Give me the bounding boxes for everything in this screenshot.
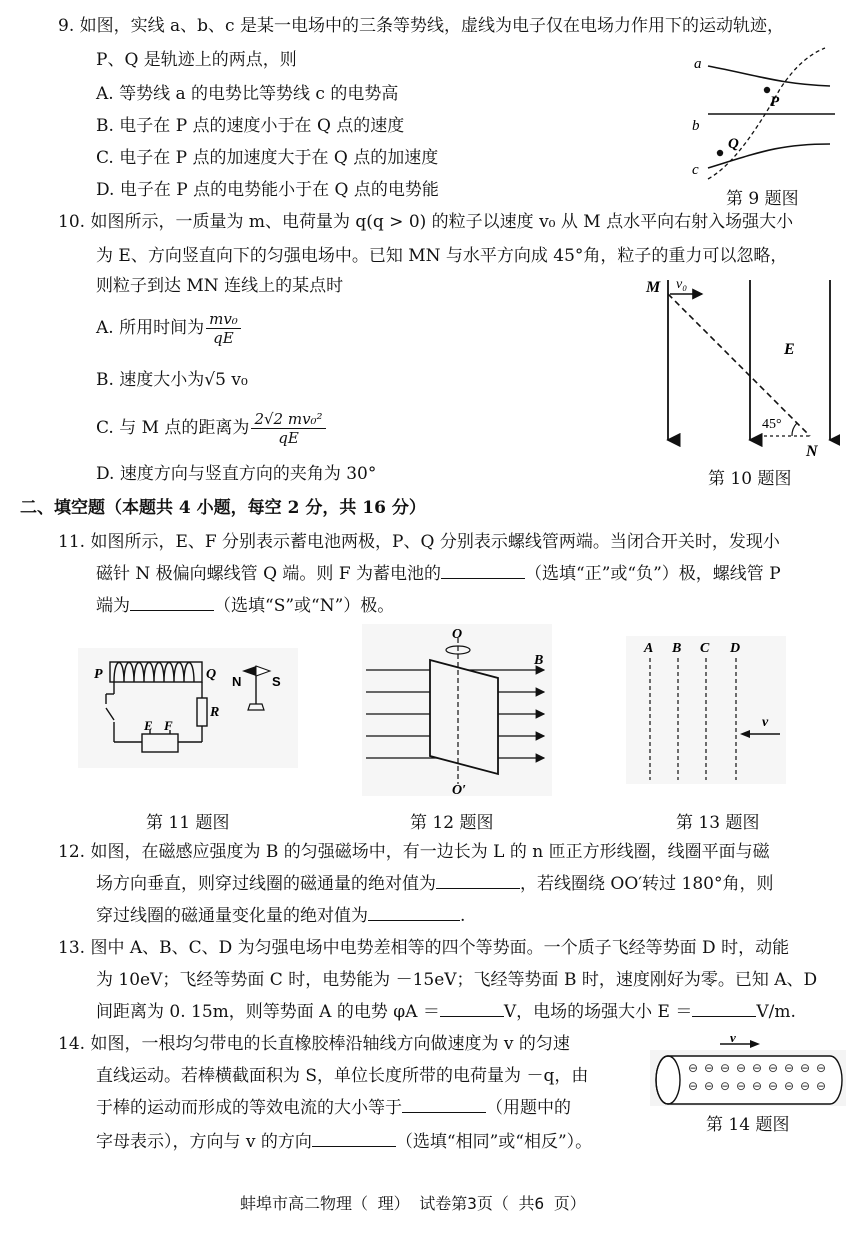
q10-option-a [96,310,243,347]
q9-option-c: C. 电子在 P 点的加速度大于在 Q 点的加速度 [96,148,439,168]
page-footer: 蚌埠市高二物理（ 理） 试卷第3页（ 共6 页） [240,1194,586,1213]
section-2-heading: 二、填空题（本题共 4 小题，每空 2 分，共 16 分） [20,498,426,518]
q9-figure [680,44,840,184]
q11-label-n: N [232,674,242,689]
q14-charge-symbol: ⊖ [720,1061,731,1075]
q10-stem-line1: 10. 如图所示，一质量为 m、电荷量为 q(q > 0) 的粒子以速度 v₀ 从 M 点水平向右射入场强大小 [58,212,794,232]
q14-charge-symbol: ⊖ [752,1079,763,1093]
q10-option-a-numerator: mv₀ [206,310,241,329]
q12-label-o-prime: O′ [452,783,467,796]
q11-line3-text-a: 端为 [96,596,130,616]
q14-line3 [96,1098,571,1118]
q13-line1: 13. 图中 A、B、C、D 为匀强电场中电势差相等的四个等势面。一个质子飞经等势面 D 时，动能 [58,938,790,958]
q14-line4-text-a: 字母表示），方向与 v 的方向 [96,1132,312,1152]
q14-charge-symbol: ⊖ [736,1079,747,1093]
q11-line2-text-a: 磁针 N 极偏向螺线管 Q 端。则 F 为蓄电池的 [96,564,442,584]
q14-answer-blank-1[interactable] [402,1098,486,1113]
q12-answer-blank-1[interactable] [436,874,520,889]
q13-figure [626,636,786,784]
q13-figure-caption: 第 13 题图 [676,813,760,833]
q14-charge-symbol: ⊖ [800,1079,811,1093]
q9-option-b: B. 电子在 P 点的速度小于在 Q 点的速度 [96,116,405,136]
q14-line4-text-b: （选填“相同”或“相反”）。 [395,1132,593,1152]
q13-label-c: C [700,641,710,656]
q12-answer-blank-2[interactable] [368,906,460,921]
q14-charge-symbol: ⊖ [752,1061,763,1075]
q11-line3 [96,596,394,616]
q10-label-v0: v₀ [676,277,688,292]
q11-label-f: F [164,718,173,733]
q14-charge-symbol: ⊖ [768,1061,779,1075]
q11-label-r: R [210,705,220,720]
q14-line3-text-a: 于棒的运动而形成的等效电流的大小等于 [96,1098,402,1118]
q9-stem-line1: 9. 如图，实线 a、b、c 是某一电场中的三条等势线，虚线为电子仅在电场力作用下的运动轨迹， [58,16,784,36]
q14-line3-text-b: （用题中的 [486,1098,571,1118]
q11-label-s: S [272,674,281,689]
q13-label-v: v [762,715,769,730]
q12-figure-caption: 第 12 题图 [410,813,494,833]
q10-label-angle: 45° [762,417,782,432]
q9-option-d: D. 电子在 P 点的电势能小于在 Q 点的电势能 [96,180,439,200]
q13-line2: 为 10eV；飞经等势面 C 时，电势能为 －15eV；飞经等势面 B 时，速度刚好为零。已知 A、D [96,970,818,990]
q13-answer-blank-2[interactable] [692,1002,756,1017]
q10-label-n: N [806,443,818,460]
q14-charge-symbol: ⊖ [704,1061,715,1075]
q14-figure [650,1036,846,1106]
q13-label-b: B [672,641,682,656]
q9-stem-line2: P、Q 是轨迹上的两点，则 [96,50,297,70]
q11-label-p: P [94,667,103,682]
q14-charge-symbol: ⊖ [816,1061,827,1075]
q14-line2: 直线运动。若棒横截面积为 S，单位长度所带的电荷量为 －q，由 [96,1066,589,1086]
q10-option-c [96,410,328,447]
q10-option-a-fraction [206,310,241,347]
q10-stem-line3: 则粒子到达 MN 连线上的某点时 [96,276,344,296]
q10-option-c-numerator: 2√2 mv₀² [251,410,325,429]
q9-option-a: A. 等势线 a 的电势比等势线 c 的电势高 [96,84,399,104]
q14-charge-symbol: ⊖ [704,1079,715,1093]
q12-line2-text-a: 场方向垂直，则穿过线圈的磁通量的绝对值为 [96,874,436,894]
q11-line2-text-b: （选填“正”或“负”）极，螺线管 P [525,564,781,584]
q10-figure [640,272,840,462]
q12-line3-text-a: 穿过线圈的磁通量变化量的绝对值为 [96,906,368,926]
q13-line3-text-b: V，电场的场强大小 E ＝ [503,1002,693,1022]
q11-answer-blank-2[interactable] [130,596,214,611]
q10-figure-caption: 第 10 题图 [708,469,792,489]
q13-label-a: A [644,641,654,656]
q12-line3 [96,906,465,926]
q14-answer-blank-2[interactable] [312,1132,396,1147]
q12-line1: 12. 如图，在磁感应强度为 B 的匀强磁场中，有一边长为 L 的 n 匝正方形线圈，线圈平面与磁 [58,842,770,862]
q9-label-a: a [694,56,702,72]
q11-label-q: Q [206,667,217,682]
q9-label-q: Q [728,136,739,152]
q11-line1: 11. 如图所示，E、F 分别表示蓄电池两极，P、Q 分别表示螺线管两端。当闭合开关时，发现小 [58,532,780,552]
q11-line3-text-b: （选填“S”或“N”）极。 [214,596,395,616]
q11-answer-blank-1[interactable] [441,564,525,579]
q12-figure [362,624,552,796]
q9-label-b: b [692,118,700,134]
q10-option-d: D. 速度方向与竖直方向的夹角为 30° [96,464,377,484]
q11-line2 [96,564,781,584]
q14-charge-symbol: ⊖ [688,1079,699,1093]
q10-option-b: B. 速度大小为√5 v₀ [96,370,248,390]
q14-charge-symbol: ⊖ [784,1061,795,1075]
q14-figure-caption: 第 14 题图 [706,1115,790,1135]
q9-label-p: P [770,94,780,110]
q14-label-v: v [730,1036,736,1045]
q13-line3-text-c: V/m. [756,1002,796,1022]
q14-charge-symbol: ⊖ [768,1079,779,1093]
q12-line2 [96,874,774,894]
q12-line3-text-b: . [460,906,466,926]
q12-label-b: B [534,653,544,668]
q14-charge-symbol: ⊖ [736,1061,747,1075]
q12-label-o: O [452,627,463,642]
q13-label-d: D [730,641,741,656]
q14-charge-symbol: ⊖ [784,1079,795,1093]
q13-answer-blank-1[interactable] [440,1002,504,1017]
q14-charge-symbol: ⊖ [688,1061,699,1075]
q14-charge-symbol: ⊖ [816,1079,827,1093]
q10-label-m: M [646,279,661,296]
q14-line1: 14. 如图，一根均匀带电的长直橡胶棒沿轴线方向做速度为 v 的匀速 [58,1034,570,1054]
q10-option-c-prefix: C. 与 M 点的距离为 [96,418,250,438]
q14-charge-symbol: ⊖ [720,1079,731,1093]
q10-stem-line2: 为 E、方向竖直向下的匀强电场中。已知 MN 与水平方向成 45°角，粒子的重力可以忽略， [96,246,788,266]
q11-figure-caption: 第 11 题图 [146,813,230,833]
q11-label-e: E [144,718,153,733]
q10-option-a-denominator: qE [213,329,234,347]
q10-option-a-prefix: A. 所用时间为 [96,318,205,338]
q13-line3 [96,1002,796,1022]
q14-line4 [96,1132,592,1152]
q10-label-e: E [784,341,795,358]
q10-option-c-denominator: qE [278,429,299,447]
q12-line2-text-b: ，若线圈绕 OO′转过 180°角，则 [520,874,774,894]
q9-label-c: c [692,162,699,178]
q13-line3-text-a: 间距离为 0. 15m，则等势面 A 的电势 φA ＝ [96,1002,440,1022]
q11-figure [78,648,298,768]
q9-figure-caption: 第 9 题图 [726,189,799,209]
q10-option-c-fraction [251,410,325,447]
q14-charge-symbol: ⊖ [800,1061,811,1075]
